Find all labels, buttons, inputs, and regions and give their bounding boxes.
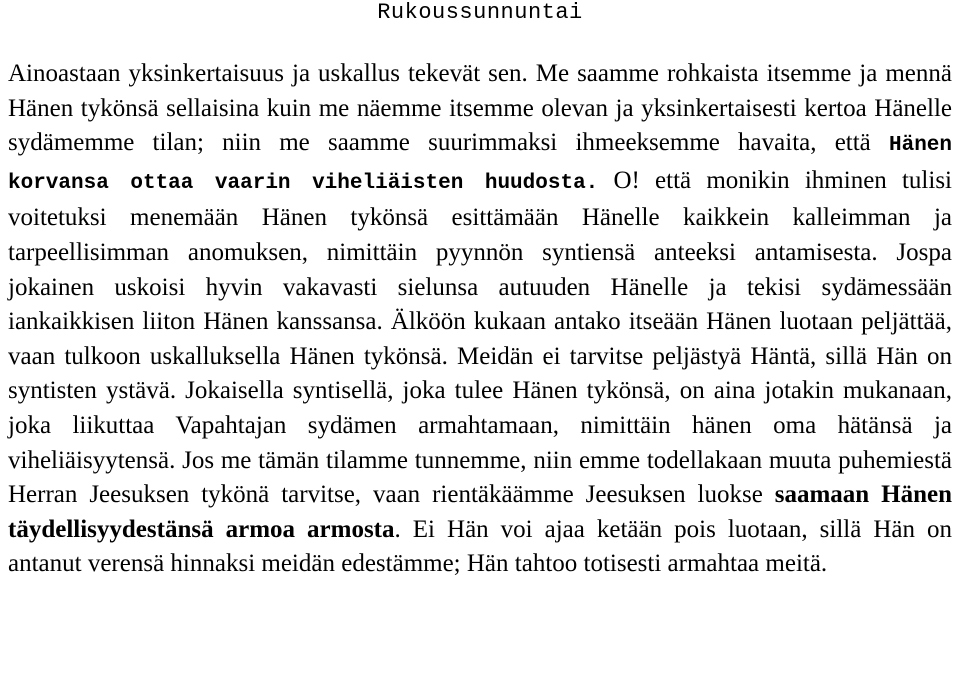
text-segment-5: . Ei Hän voi ajaa ketään pois luotaan, sillä Hän on antanut verensä hinnaksi meidän edestämme; Hän tahtoo totisesti armahtaa meitä.: [8, 515, 952, 578]
bold-phrase-ears: Hänen korvansa ottaa vaarin viheliäisten huudosta.: [8, 134, 952, 195]
bold-phrase-grace: saamaan Hänen täydellisyydestänsä armoa armosta: [8, 481, 952, 543]
text-segment-3: O! että monikin ihminen tulisi voitetuksi menemään Hänen tykönsä esittämään Hänelle kaikkein kalleimman ja tarpeellisimman anomuksen, nimittäin pyynnön syntiensä anteeksi antamisesta. Jospa jokainen uskoisi hyvin vakavasti sielunsa autuuden Hänelle ja tekisi sydämessään iankaikkisen liiton Hänen kanssansa. Älköön kukaan antako itseään Hänen luotaan peljättää, vaan tulkoon uskalluksella Hänen tykönsä. Meidän ei tarvitse peljästyä Häntä, sillä Hän on syntisten ystävä. Jokaisella syntisellä, joka tulee Hänen tykönsä, on aina jotakin mukanaan, joka liikuttaa Vapahtajan sydämen armahtamaan, nimittäin hänen oma hätänsä ja viheliäisyytensä. Jos me tämän tilamme tunnemme, niin emme todellakaan muuta puhemiestä Herran Jeesuksen tykönä tarvitse, vaan rientäkäämme Jeesuksen luokse: [8, 166, 953, 509]
text-segment-1: Ainoastaan yksinkertaisuus ja uskallus tekevät sen. Me saamme rohkaista itsemme ja mennä Hänen tykönsä sellaisina kuin me näemme itsemme olevan ja yksinkertaisesti kertoa Hänelle sydämemme tilan; niin me saamme suurimmaksi ihmeeksemme havaita, että: [8, 60, 952, 157]
page-header-title: Rukoussunnuntai: [377, 0, 583, 25]
body-paragraph: [8, 57, 952, 582]
